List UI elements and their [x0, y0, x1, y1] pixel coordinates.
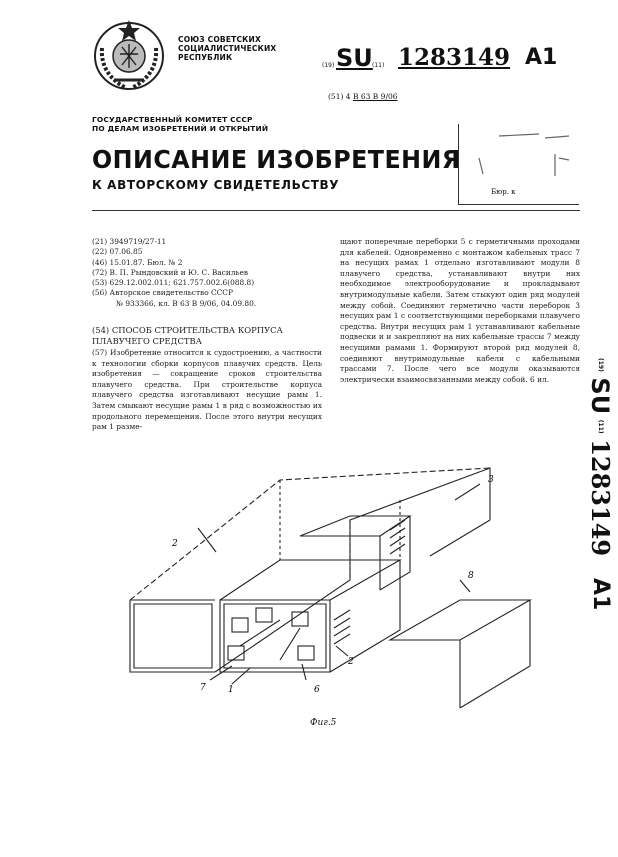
header-rule	[92, 210, 580, 211]
document-subtitle: К АВТОРСКОМУ СВИДЕТЕЛЬСТВУ	[92, 178, 340, 192]
figure-caption: Фиг.5	[310, 718, 337, 728]
biblio-line: (46) 15.01.87. Бюл. № 2	[92, 257, 183, 267]
biblio-line: № 933366, кл. В 63 В 9/06, 04.09.80.	[116, 298, 257, 308]
figure-label: 8	[468, 571, 474, 581]
library-stamp	[458, 124, 579, 205]
committee: ГОСУДАРСТВЕННЫЙ КОМИТЕТ СССР ПО ДЕЛАМ ИЗОБРЕТЕНИЙ И ОТКРЫТИЙ	[92, 115, 269, 133]
side-code-11: (11)	[597, 419, 604, 434]
code-11: (11)	[372, 62, 385, 69]
bibliographic-data	[92, 237, 330, 309]
kind-code: A1	[525, 45, 558, 70]
country-code: SU	[336, 44, 373, 72]
figure-drawing	[120, 460, 540, 730]
abstract-right: щают поперечные переборки 5 с герметичными проходами для кабелей. Одновременно с монтажом кабельных трасс 7 на несущих рамах 1 отдельно изготавливают модули 8 плавучего средства, устанавливают внутри них необходимое электрооборудование и прокладывают внутримодульные кабели. Затем стыкуют один ряд модулей между собой. Соединяют герметично части переборок 3 несущих рам 1 с соответствующими переборками плавучего средства. Внутри несущих рам 1 устанавливают кабельные подвески и и закрепляют на них кабельные трассы 7 между несущими рамами 1. Формируют второй ряд модулей 8, соединяют внутримодульные кабели с кабельными трассами 7. После чего все модули оказываются электрически взаимосвязанными между собой. 6 ил.	[340, 237, 580, 384]
side-kind: A1	[588, 577, 613, 611]
side-number	[586, 358, 615, 610]
ussr-emblem	[90, 14, 168, 94]
biblio-line: (22) 07.06.85	[92, 247, 143, 257]
figure-label: 2	[348, 657, 354, 667]
biblio-line: (21) 3949719/27-11	[92, 237, 167, 246]
side-country: SU	[586, 377, 614, 415]
abstract-left: (57) Изобретение относится к судостроению, а частности к технологии сборки корпусов плавучих средств. Цель изобретения — сокращение сроков строительства плавучего средства. При строительстве корпуса плавучего средства изготавливают несущие рамы 1. Затем смыкают несущие рамы 1 в ряд с возможностью их продольного перемещения. После этого внутри несущих рам 1 разме-	[92, 348, 322, 432]
biblio-line: (72) В. П. Рындовский и Ю. С. Васильев	[92, 267, 248, 277]
figure-label: 3	[488, 475, 494, 485]
biblio-line: (56) Авторское свидетельство СССР	[92, 288, 233, 298]
document-title: ОПИСАНИЕ ИЗОБРЕТЕНИЯ	[92, 145, 461, 174]
stamp-text: Бюр. к	[491, 188, 516, 196]
code-19: (19)	[322, 62, 335, 69]
patent-number: 1283149	[398, 44, 511, 71]
invention-title: (54) СПОСОБ СТРОИТЕЛЬСТВА КОРПУСА ПЛАВУЧЕГО СРЕДСТВА	[92, 325, 283, 346]
figure-label: 7	[200, 683, 206, 693]
biblio-line: (53) 629.12.002.011; 621.757.002.6(088.8)	[92, 278, 255, 288]
side-code-19: (19)	[597, 358, 604, 372]
figure-label: 2	[172, 539, 178, 549]
side-patent-number: 1283149	[586, 439, 615, 557]
figure-label: 1	[228, 685, 234, 695]
figure-label: 6	[314, 685, 320, 695]
country-header: СОЮЗ СОВЕТСКИХ СОЦИАЛИСТИЧЕСКИХ РЕСПУБЛИК	[178, 35, 277, 62]
ipc-class: (51) 4 В 63 В 9/06	[328, 92, 398, 101]
